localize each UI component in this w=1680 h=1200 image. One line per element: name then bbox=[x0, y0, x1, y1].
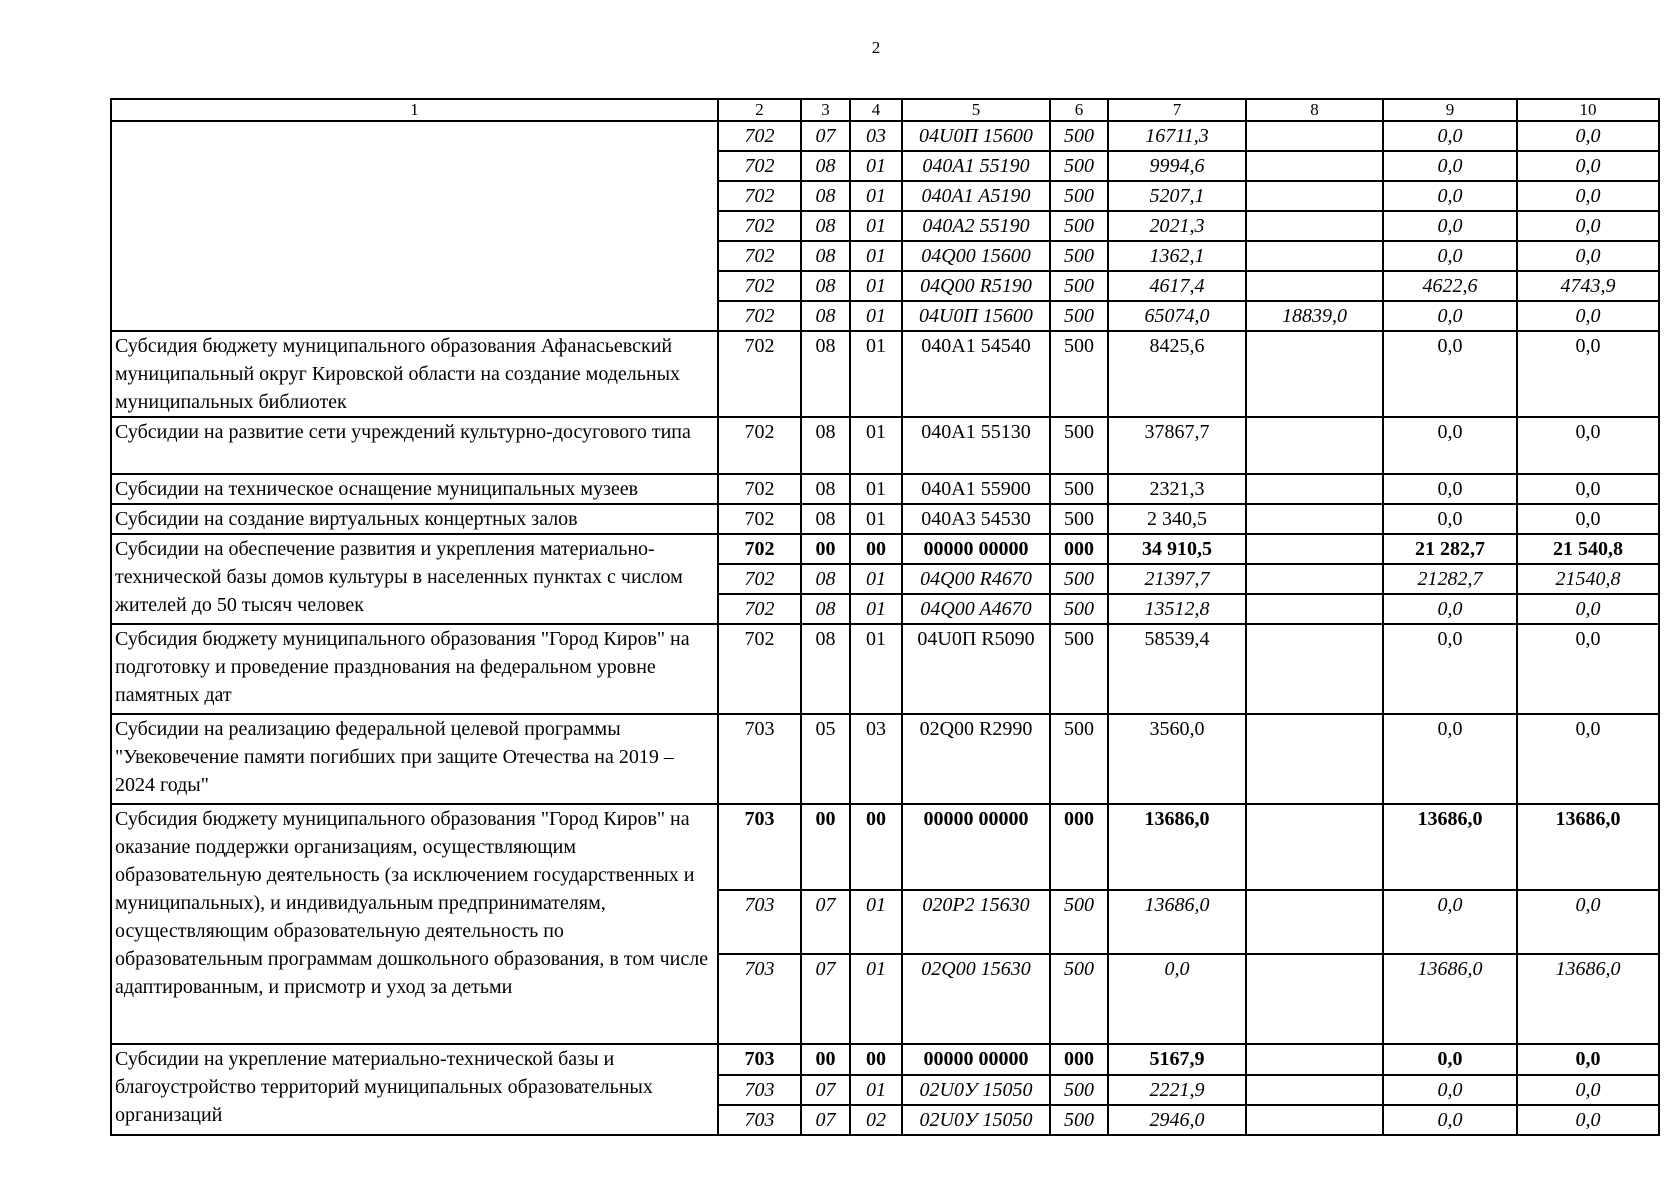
column-header: 4 bbox=[850, 99, 902, 121]
cell-col-5: 040A3 54530 bbox=[902, 504, 1050, 534]
cell-col-9: 0,0 bbox=[1383, 1105, 1517, 1135]
cell-col-8 bbox=[1246, 121, 1383, 151]
cell-col-3: 07 bbox=[801, 1075, 850, 1105]
cell-col-8 bbox=[1246, 534, 1383, 564]
cell-col-9: 0,0 bbox=[1383, 181, 1517, 211]
cell-col-4: 01 bbox=[850, 504, 902, 534]
column-header: 2 bbox=[718, 99, 801, 121]
cell-col-2: 702 bbox=[718, 331, 801, 417]
cell-col-6: 500 bbox=[1050, 417, 1108, 474]
row-description: Субсидии на укрепление материально-технической базы и благоустройство территорий муниципальных образовательных организаций bbox=[111, 1044, 718, 1135]
cell-col-2: 703 bbox=[718, 1075, 801, 1105]
table-row bbox=[111, 417, 1659, 474]
cell-col-10: 0,0 bbox=[1517, 211, 1659, 241]
row-description: Субсидия бюджету муниципального образования "Город Киров" на оказание поддержки организациям, осуществляющим образовательную деятельность (за исключением государственных и муниципальных), и индивидуальным предпринимателям, осуществляющим образовательную деятельность по образовательным программам дошкольного образования, в том числе адаптированным, и присмотр и уход за детьми bbox=[111, 804, 718, 1044]
cell-col-4: 01 bbox=[850, 474, 902, 504]
cell-col-10: 0,0 bbox=[1517, 417, 1659, 474]
column-header: 7 bbox=[1108, 99, 1246, 121]
cell-col-4: 01 bbox=[850, 211, 902, 241]
cell-col-8 bbox=[1246, 804, 1383, 890]
cell-col-5: 04Q00 R4670 bbox=[902, 564, 1050, 594]
cell-col-6: 500 bbox=[1050, 331, 1108, 417]
cell-col-7: 8425,6 bbox=[1108, 331, 1246, 417]
cell-col-3: 05 bbox=[801, 714, 850, 804]
cell-col-2: 702 bbox=[718, 121, 801, 151]
cell-col-9: 21 282,7 bbox=[1383, 534, 1517, 564]
cell-col-5: 040A1 54540 bbox=[902, 331, 1050, 417]
cell-col-4: 01 bbox=[850, 331, 902, 417]
cell-col-5: 040A1 55130 bbox=[902, 417, 1050, 474]
cell-col-8 bbox=[1246, 714, 1383, 804]
cell-col-10: 0,0 bbox=[1517, 714, 1659, 804]
cell-col-8 bbox=[1246, 151, 1383, 181]
cell-col-2: 702 bbox=[718, 417, 801, 474]
cell-col-5: 04U0П 15600 bbox=[902, 301, 1050, 331]
cell-col-6: 500 bbox=[1050, 890, 1108, 954]
cell-col-3: 08 bbox=[801, 624, 850, 714]
cell-col-3: 07 bbox=[801, 890, 850, 954]
cell-col-3: 00 bbox=[801, 1044, 850, 1075]
cell-col-7: 13686,0 bbox=[1108, 890, 1246, 954]
cell-col-5: 04Q00 R5190 bbox=[902, 271, 1050, 301]
cell-col-10: 0,0 bbox=[1517, 181, 1659, 211]
cell-col-4: 01 bbox=[850, 564, 902, 594]
cell-col-3: 07 bbox=[801, 121, 850, 151]
cell-col-5: 040A2 55190 bbox=[902, 211, 1050, 241]
cell-col-4: 00 bbox=[850, 534, 902, 564]
cell-col-2: 702 bbox=[718, 504, 801, 534]
cell-col-2: 702 bbox=[718, 271, 801, 301]
cell-col-4: 01 bbox=[850, 624, 902, 714]
cell-col-9: 0,0 bbox=[1383, 714, 1517, 804]
cell-col-7: 13512,8 bbox=[1108, 594, 1246, 624]
cell-col-5: 02Q00 R2990 bbox=[902, 714, 1050, 804]
cell-col-7: 65074,0 bbox=[1108, 301, 1246, 331]
cell-col-7: 2221,9 bbox=[1108, 1075, 1246, 1105]
cell-col-6: 000 bbox=[1050, 804, 1108, 890]
cell-col-9: 0,0 bbox=[1383, 504, 1517, 534]
cell-col-7: 2946,0 bbox=[1108, 1105, 1246, 1135]
cell-col-6: 500 bbox=[1050, 504, 1108, 534]
cell-col-10: 0,0 bbox=[1517, 594, 1659, 624]
cell-col-9: 0,0 bbox=[1383, 474, 1517, 504]
cell-col-8 bbox=[1246, 890, 1383, 954]
cell-col-2: 703 bbox=[718, 714, 801, 804]
cell-col-9: 0,0 bbox=[1383, 594, 1517, 624]
cell-col-10: 13686,0 bbox=[1517, 954, 1659, 1044]
cell-col-10: 0,0 bbox=[1517, 121, 1659, 151]
cell-col-6: 000 bbox=[1050, 1044, 1108, 1075]
cell-col-4: 01 bbox=[850, 151, 902, 181]
cell-col-8 bbox=[1246, 624, 1383, 714]
cell-col-10: 21 540,8 bbox=[1517, 534, 1659, 564]
cell-col-4: 00 bbox=[850, 804, 902, 890]
cell-col-7: 13686,0 bbox=[1108, 804, 1246, 890]
cell-col-3: 08 bbox=[801, 271, 850, 301]
cell-col-5: 04U0П R5090 bbox=[902, 624, 1050, 714]
cell-col-2: 702 bbox=[718, 534, 801, 564]
cell-col-3: 08 bbox=[801, 417, 850, 474]
cell-col-10: 0,0 bbox=[1517, 890, 1659, 954]
cell-col-8 bbox=[1246, 271, 1383, 301]
cell-col-5: 00000 00000 bbox=[902, 534, 1050, 564]
cell-col-5: 04U0П 15600 bbox=[902, 121, 1050, 151]
budget-table bbox=[110, 98, 1660, 1136]
cell-col-3: 08 bbox=[801, 504, 850, 534]
cell-col-6: 500 bbox=[1050, 211, 1108, 241]
cell-col-6: 500 bbox=[1050, 121, 1108, 151]
column-header: 8 bbox=[1246, 99, 1383, 121]
table-row bbox=[111, 504, 1659, 534]
cell-col-3: 00 bbox=[801, 804, 850, 890]
cell-col-7: 58539,4 bbox=[1108, 624, 1246, 714]
cell-col-2: 702 bbox=[718, 241, 801, 271]
cell-col-9: 21282,7 bbox=[1383, 564, 1517, 594]
column-header: 9 bbox=[1383, 99, 1517, 121]
cell-col-2: 702 bbox=[718, 474, 801, 504]
column-number-row bbox=[111, 99, 1659, 121]
page-number: 2 bbox=[871, 38, 881, 57]
cell-col-5: 04Q00 A4670 bbox=[902, 594, 1050, 624]
cell-col-6: 500 bbox=[1050, 241, 1108, 271]
column-header: 3 bbox=[801, 99, 850, 121]
cell-col-5: 040A1 55190 bbox=[902, 151, 1050, 181]
cell-col-8 bbox=[1246, 564, 1383, 594]
cell-col-7: 2021,3 bbox=[1108, 211, 1246, 241]
cell-col-2: 702 bbox=[718, 301, 801, 331]
cell-col-5: 040A1 55900 bbox=[902, 474, 1050, 504]
cell-col-4: 03 bbox=[850, 121, 902, 151]
table-row bbox=[111, 624, 1659, 714]
cell-col-2: 703 bbox=[718, 890, 801, 954]
cell-col-6: 500 bbox=[1050, 1105, 1108, 1135]
cell-col-4: 01 bbox=[850, 1075, 902, 1105]
cell-col-3: 08 bbox=[801, 211, 850, 241]
cell-col-7: 9994,6 bbox=[1108, 151, 1246, 181]
cell-col-5: 02Q00 15630 bbox=[902, 954, 1050, 1044]
cell-col-4: 01 bbox=[850, 241, 902, 271]
cell-col-3: 07 bbox=[801, 1105, 850, 1135]
cell-col-8 bbox=[1246, 1105, 1383, 1135]
cell-col-9: 0,0 bbox=[1383, 331, 1517, 417]
cell-col-4: 01 bbox=[850, 301, 902, 331]
cell-col-9: 0,0 bbox=[1383, 417, 1517, 474]
table-row bbox=[111, 534, 1659, 564]
cell-col-6: 500 bbox=[1050, 594, 1108, 624]
table-row bbox=[111, 331, 1659, 417]
cell-col-8 bbox=[1246, 504, 1383, 534]
cell-col-9: 0,0 bbox=[1383, 624, 1517, 714]
cell-col-6: 500 bbox=[1050, 564, 1108, 594]
cell-col-2: 703 bbox=[718, 804, 801, 890]
cell-col-6: 500 bbox=[1050, 954, 1108, 1044]
cell-col-8 bbox=[1246, 241, 1383, 271]
cell-col-10: 0,0 bbox=[1517, 301, 1659, 331]
cell-col-7: 2321,3 bbox=[1108, 474, 1246, 504]
cell-col-5: 02U0У 15050 bbox=[902, 1075, 1050, 1105]
cell-col-3: 07 bbox=[801, 954, 850, 1044]
cell-col-4: 01 bbox=[850, 271, 902, 301]
cell-col-8 bbox=[1246, 211, 1383, 241]
cell-col-10: 4743,9 bbox=[1517, 271, 1659, 301]
column-header: 10 bbox=[1517, 99, 1659, 121]
cell-col-10: 0,0 bbox=[1517, 624, 1659, 714]
cell-col-7: 21397,7 bbox=[1108, 564, 1246, 594]
cell-col-5: 00000 00000 bbox=[902, 1044, 1050, 1075]
cell-col-2: 702 bbox=[718, 624, 801, 714]
cell-col-7: 34 910,5 bbox=[1108, 534, 1246, 564]
table-row bbox=[111, 474, 1659, 504]
cell-col-3: 08 bbox=[801, 301, 850, 331]
cell-col-9: 13686,0 bbox=[1383, 804, 1517, 890]
cell-col-3: 08 bbox=[801, 151, 850, 181]
cell-col-9: 13686,0 bbox=[1383, 954, 1517, 1044]
cell-col-7: 0,0 bbox=[1108, 954, 1246, 1044]
cell-col-8 bbox=[1246, 1044, 1383, 1075]
cell-col-8: 18839,0 bbox=[1246, 301, 1383, 331]
row-description bbox=[111, 121, 718, 331]
cell-col-4: 03 bbox=[850, 714, 902, 804]
cell-col-3: 08 bbox=[801, 241, 850, 271]
cell-col-10: 0,0 bbox=[1517, 1044, 1659, 1075]
cell-col-2: 702 bbox=[718, 211, 801, 241]
cell-col-8 bbox=[1246, 594, 1383, 624]
cell-col-10: 0,0 bbox=[1517, 474, 1659, 504]
cell-col-10: 0,0 bbox=[1517, 1075, 1659, 1105]
cell-col-5: 020P2 15630 bbox=[902, 890, 1050, 954]
cell-col-4: 01 bbox=[850, 181, 902, 211]
cell-col-2: 703 bbox=[718, 954, 801, 1044]
cell-col-9: 0,0 bbox=[1383, 1075, 1517, 1105]
row-description: Субсидия бюджету муниципального образования "Город Киров" на подготовку и проведение празднования на федеральном уровне памятных дат bbox=[111, 624, 718, 714]
table-row bbox=[111, 714, 1659, 804]
cell-col-10: 0,0 bbox=[1517, 241, 1659, 271]
cell-col-5: 02U0У 15050 bbox=[902, 1105, 1050, 1135]
cell-col-6: 500 bbox=[1050, 714, 1108, 804]
table-row bbox=[111, 804, 1659, 890]
cell-col-2: 703 bbox=[718, 1044, 801, 1075]
cell-col-9: 0,0 bbox=[1383, 151, 1517, 181]
table-row bbox=[111, 121, 1659, 151]
cell-col-3: 08 bbox=[801, 564, 850, 594]
cell-col-8 bbox=[1246, 331, 1383, 417]
cell-col-9: 0,0 bbox=[1383, 1044, 1517, 1075]
cell-col-3: 08 bbox=[801, 331, 850, 417]
cell-col-8 bbox=[1246, 181, 1383, 211]
cell-col-2: 703 bbox=[718, 1105, 801, 1135]
cell-col-9: 0,0 bbox=[1383, 211, 1517, 241]
cell-col-2: 702 bbox=[718, 151, 801, 181]
cell-col-2: 702 bbox=[718, 594, 801, 624]
cell-col-3: 08 bbox=[801, 474, 850, 504]
cell-col-10: 0,0 bbox=[1517, 331, 1659, 417]
cell-col-10: 0,0 bbox=[1517, 504, 1659, 534]
cell-col-8 bbox=[1246, 474, 1383, 504]
cell-col-7: 5167,9 bbox=[1108, 1044, 1246, 1075]
cell-col-4: 00 bbox=[850, 1044, 902, 1075]
cell-col-5: 040A1 A5190 bbox=[902, 181, 1050, 211]
cell-col-3: 08 bbox=[801, 181, 850, 211]
cell-col-9: 0,0 bbox=[1383, 301, 1517, 331]
cell-col-5: 04Q00 15600 bbox=[902, 241, 1050, 271]
cell-col-5: 00000 00000 bbox=[902, 804, 1050, 890]
row-description: Субсидии на реализацию федеральной целевой программы "Увековечение памяти погибших при защите Отечества на 2019 – 2024 годы" bbox=[111, 714, 718, 804]
table-row bbox=[111, 1044, 1659, 1075]
cell-col-4: 01 bbox=[850, 417, 902, 474]
column-header: 5 bbox=[902, 99, 1050, 121]
cell-col-9: 0,0 bbox=[1383, 241, 1517, 271]
row-description: Субсидия бюджету муниципального образования Афанасьевский муниципальный округ Кировской области на создание модельных муниципальных библиотек bbox=[111, 331, 718, 417]
cell-col-10: 0,0 bbox=[1517, 151, 1659, 181]
cell-col-10: 13686,0 bbox=[1517, 804, 1659, 890]
cell-col-4: 01 bbox=[850, 954, 902, 1044]
cell-col-4: 02 bbox=[850, 1105, 902, 1135]
cell-col-8 bbox=[1246, 954, 1383, 1044]
cell-col-2: 702 bbox=[718, 181, 801, 211]
cell-col-3: 00 bbox=[801, 534, 850, 564]
cell-col-2: 702 bbox=[718, 564, 801, 594]
cell-col-7: 5207,1 bbox=[1108, 181, 1246, 211]
cell-col-10: 0,0 bbox=[1517, 1105, 1659, 1135]
cell-col-6: 500 bbox=[1050, 1075, 1108, 1105]
cell-col-8 bbox=[1246, 417, 1383, 474]
cell-col-10: 21540,8 bbox=[1517, 564, 1659, 594]
cell-col-9: 4622,6 bbox=[1383, 271, 1517, 301]
cell-col-6: 500 bbox=[1050, 301, 1108, 331]
cell-col-3: 08 bbox=[801, 594, 850, 624]
cell-col-7: 2 340,5 bbox=[1108, 504, 1246, 534]
cell-col-9: 0,0 bbox=[1383, 121, 1517, 151]
cell-col-8 bbox=[1246, 1075, 1383, 1105]
cell-col-9: 0,0 bbox=[1383, 890, 1517, 954]
cell-col-6: 000 bbox=[1050, 534, 1108, 564]
cell-col-6: 500 bbox=[1050, 151, 1108, 181]
cell-col-6: 500 bbox=[1050, 271, 1108, 301]
cell-col-7: 4617,4 bbox=[1108, 271, 1246, 301]
cell-col-4: 01 bbox=[850, 594, 902, 624]
row-description: Субсидии на создание виртуальных концертных залов bbox=[111, 504, 718, 534]
row-description: Субсидии на развитие сети учреждений культурно-досугового типа bbox=[111, 417, 718, 474]
cell-col-6: 500 bbox=[1050, 181, 1108, 211]
cell-col-7: 3560,0 bbox=[1108, 714, 1246, 804]
cell-col-4: 01 bbox=[850, 890, 902, 954]
row-description: Субсидии на техническое оснащение муниципальных музеев bbox=[111, 474, 718, 504]
column-header: 6 bbox=[1050, 99, 1108, 121]
column-header: 1 bbox=[111, 99, 718, 121]
row-description: Субсидии на обеспечение развития и укрепления материально-технической базы домов культуры в населенных пунктах с числом жителей до 50 тысяч человек bbox=[111, 534, 718, 624]
cell-col-7: 37867,7 bbox=[1108, 417, 1246, 474]
cell-col-6: 500 bbox=[1050, 624, 1108, 714]
cell-col-7: 16711,3 bbox=[1108, 121, 1246, 151]
cell-col-6: 500 bbox=[1050, 474, 1108, 504]
cell-col-7: 1362,1 bbox=[1108, 241, 1246, 271]
